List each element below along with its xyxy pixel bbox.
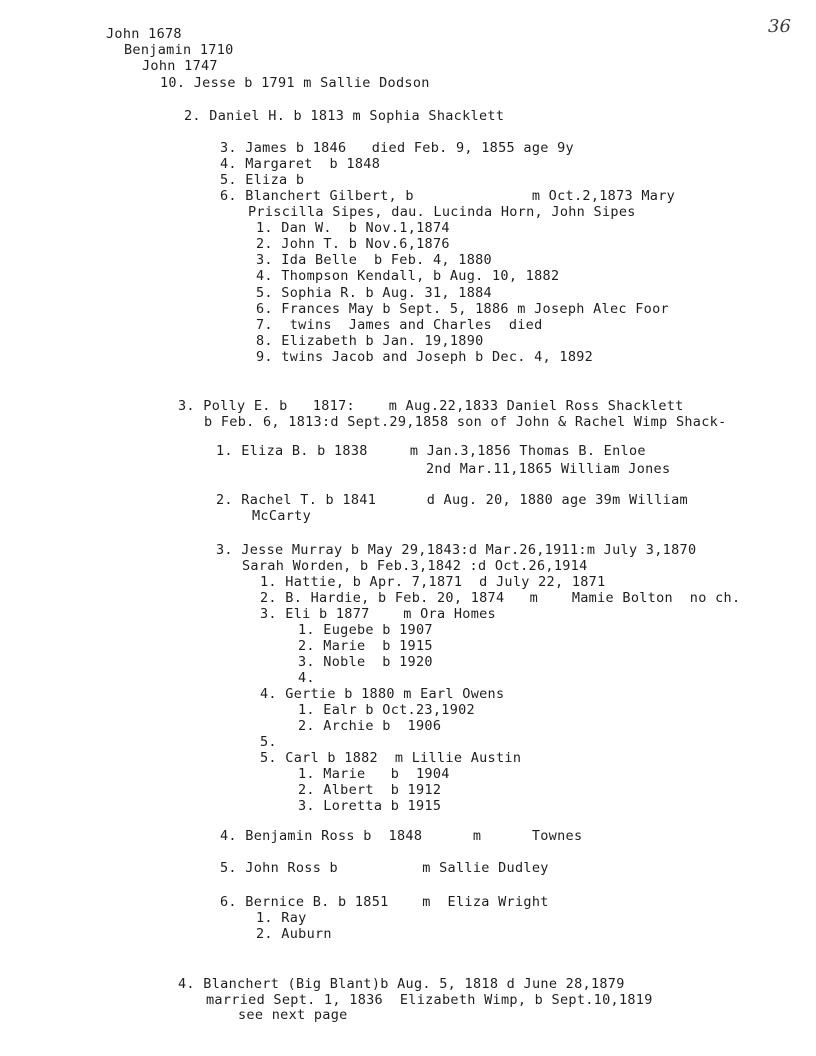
record-line: 5. Sophia R. b Aug. 31, 1884 <box>256 285 492 301</box>
record-line: 4. Gertie b 1880 m Earl Owens <box>260 686 505 702</box>
record-line: 4. Margaret b 1848 <box>220 156 381 172</box>
record-line: 6. Bernice B. b 1851 m Eliza Wright <box>220 894 549 910</box>
record-line: 5. Eliza b <box>220 172 305 188</box>
record-line: 3. Polly E. b 1817: m Aug.22,1833 Daniel Ross Shacklett <box>178 398 684 414</box>
record-line: 2. Auburn <box>256 926 332 942</box>
record-line: 2. John T. b Nov.6,1876 <box>256 236 450 252</box>
record-line: married Sept. 1, 1836 Elizabeth Wimp, b Sept.10,1819 <box>206 992 653 1008</box>
record-line: 4. Blanchert (Big Blant)b Aug. 5, 1818 d June 28,1879 <box>178 976 625 992</box>
record-line: 1. Eliza B. b 1838 m Jan.3,1856 Thomas B. Enloe <box>216 443 646 459</box>
record-line: 10. Jesse b 1791 m Sallie Dodson <box>160 75 430 91</box>
record-line: 4. Thompson Kendall, b Aug. 10, 1882 <box>256 268 560 284</box>
record-line: 2. B. Hardie, b Feb. 20, 1874 m Mamie Bolton no ch. <box>260 590 741 606</box>
record-line: 1. Marie b 1904 <box>298 766 450 782</box>
record-line: 3. Ida Belle b Feb. 4, 1880 <box>256 252 492 268</box>
record-line: 1. Ealr b Oct.23,1902 <box>298 702 475 718</box>
record-line: 6. Blanchert Gilbert, b m Oct.2,1873 Mary <box>220 188 676 204</box>
record-line: McCarty <box>252 508 311 524</box>
page-number: 36 <box>768 16 791 37</box>
record-line: Benjamin 1710 <box>124 42 234 58</box>
record-line: 2nd Mar.11,1865 William Jones <box>426 461 671 477</box>
record-line: 2. Marie b 1915 <box>298 638 433 654</box>
record-line: Sarah Worden, b Feb.3,1842 :d Oct.26,1914 <box>242 558 588 574</box>
record-line: 5. <box>260 734 277 750</box>
record-line: 5. Carl b 1882 m Lillie Austin <box>260 750 522 766</box>
record-line: 3. Jesse Murray b May 29,1843:d Mar.26,1911:m July 3,1870 <box>216 542 697 558</box>
record-line: 1. Ray <box>256 910 307 926</box>
record-line: 1. Dan W. b Nov.1,1874 <box>256 220 450 236</box>
record-line: 6. Frances May b Sept. 5, 1886 m Joseph Alec Foor <box>256 301 669 317</box>
record-line: 5. John Ross b m Sallie Dudley <box>220 860 549 876</box>
record-line: John 1747 <box>142 58 218 74</box>
record-line: 2. Rachel T. b 1841 d Aug. 20, 1880 age 39m William <box>216 492 688 508</box>
record-line: 2. Daniel H. b 1813 m Sophia Shacklett <box>184 108 505 124</box>
record-line: 1. Hattie, b Apr. 7,1871 d July 22, 1871 <box>260 574 606 590</box>
record-line: Priscilla Sipes, dau. Lucinda Horn, John Sipes <box>248 204 636 220</box>
record-line: 4. Benjamin Ross b 1848 m Townes <box>220 828 583 844</box>
record-line: see next page <box>238 1007 348 1023</box>
record-line: 3. Eli b 1877 m Ora Homes <box>260 606 496 622</box>
record-line: 7. twins James and Charles died <box>256 317 543 333</box>
record-line: 9. twins Jacob and Joseph b Dec. 4, 1892 <box>256 349 594 365</box>
record-line: 2. Archie b 1906 <box>298 718 442 734</box>
record-line: 3. James b 1846 died Feb. 9, 1855 age 9y <box>220 140 574 156</box>
record-line: b Feb. 6, 1813:d Sept.29,1858 son of John & Rachel Wimp Shack- <box>204 414 727 430</box>
record-line: 8. Elizabeth b Jan. 19,1890 <box>256 333 484 349</box>
record-line: 3. Loretta b 1915 <box>298 798 442 814</box>
record-line: 3. Noble b 1920 <box>298 654 433 670</box>
record-line: 1. Eugebe b 1907 <box>298 622 433 638</box>
record-line: 2. Albert b 1912 <box>298 782 442 798</box>
record-line: 4. <box>298 670 315 686</box>
record-line: John 1678 <box>106 26 182 42</box>
